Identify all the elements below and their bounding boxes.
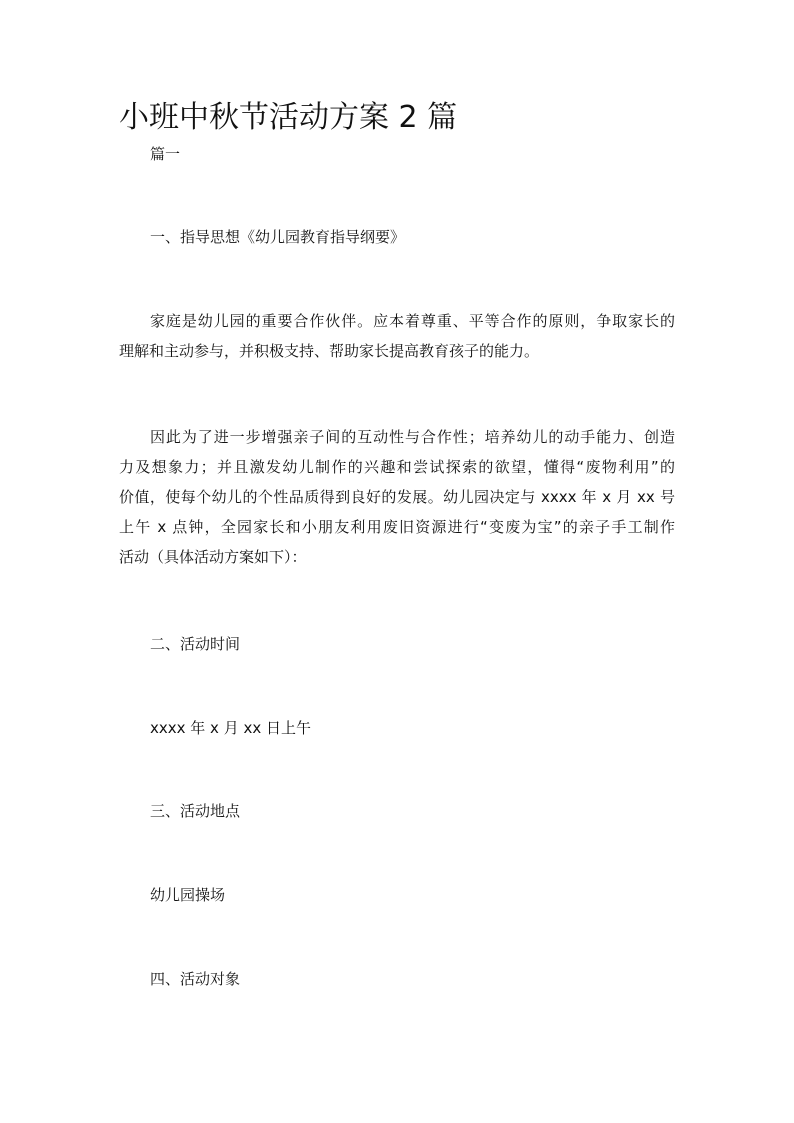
activity-time-value: xxxx 年 x 月 xx 日上午 xyxy=(150,719,311,737)
paragraph-line: 力及想象力；并且激发幼儿制作的兴趣和尝试探索的欲望，懂得“废物利用”的 xyxy=(119,458,675,476)
paragraph-line: 家庭是幼儿园的重要合作伙伴。应本着尊重、平等合作的原则，争取家长的 xyxy=(150,312,675,330)
section-heading-guiding-thought: 一、指导思想《幼儿园教育指导纲要》 xyxy=(150,228,406,246)
paragraph-activity-purpose xyxy=(119,422,675,572)
paragraph-line: 活动（具体活动方案如下）： xyxy=(119,548,307,566)
section-heading-activity-time: 二、活动时间 xyxy=(150,635,241,653)
section-heading-activity-location: 三、活动地点 xyxy=(150,802,241,820)
paragraph-line: 因此为了进一步增强亲子间的互动性与合作性；培养幼儿的动手能力、创造 xyxy=(150,428,675,446)
paragraph-line: 价值，使每个幼儿的个性品质得到良好的发展。幼儿园决定与 xxxx 年 x 月 xx 号 xyxy=(119,488,675,506)
part-label: 篇一 xyxy=(150,145,181,163)
paragraph-line: 上午 x 点钟，全园家长和小朋友利用废旧资源进行“变废为宝”的亲子手工制作 xyxy=(119,518,675,536)
paragraph-family-partnership xyxy=(119,306,675,366)
section-heading-activity-audience: 四、活动对象 xyxy=(150,970,241,988)
paragraph-line: 理解和主动参与，并积极支持、帮助家长提高教育孩子的能力。 xyxy=(119,342,540,360)
activity-location-value: 幼儿园操场 xyxy=(150,886,226,904)
document-title: 小班中秋节活动方案 2 篇 xyxy=(119,100,458,135)
